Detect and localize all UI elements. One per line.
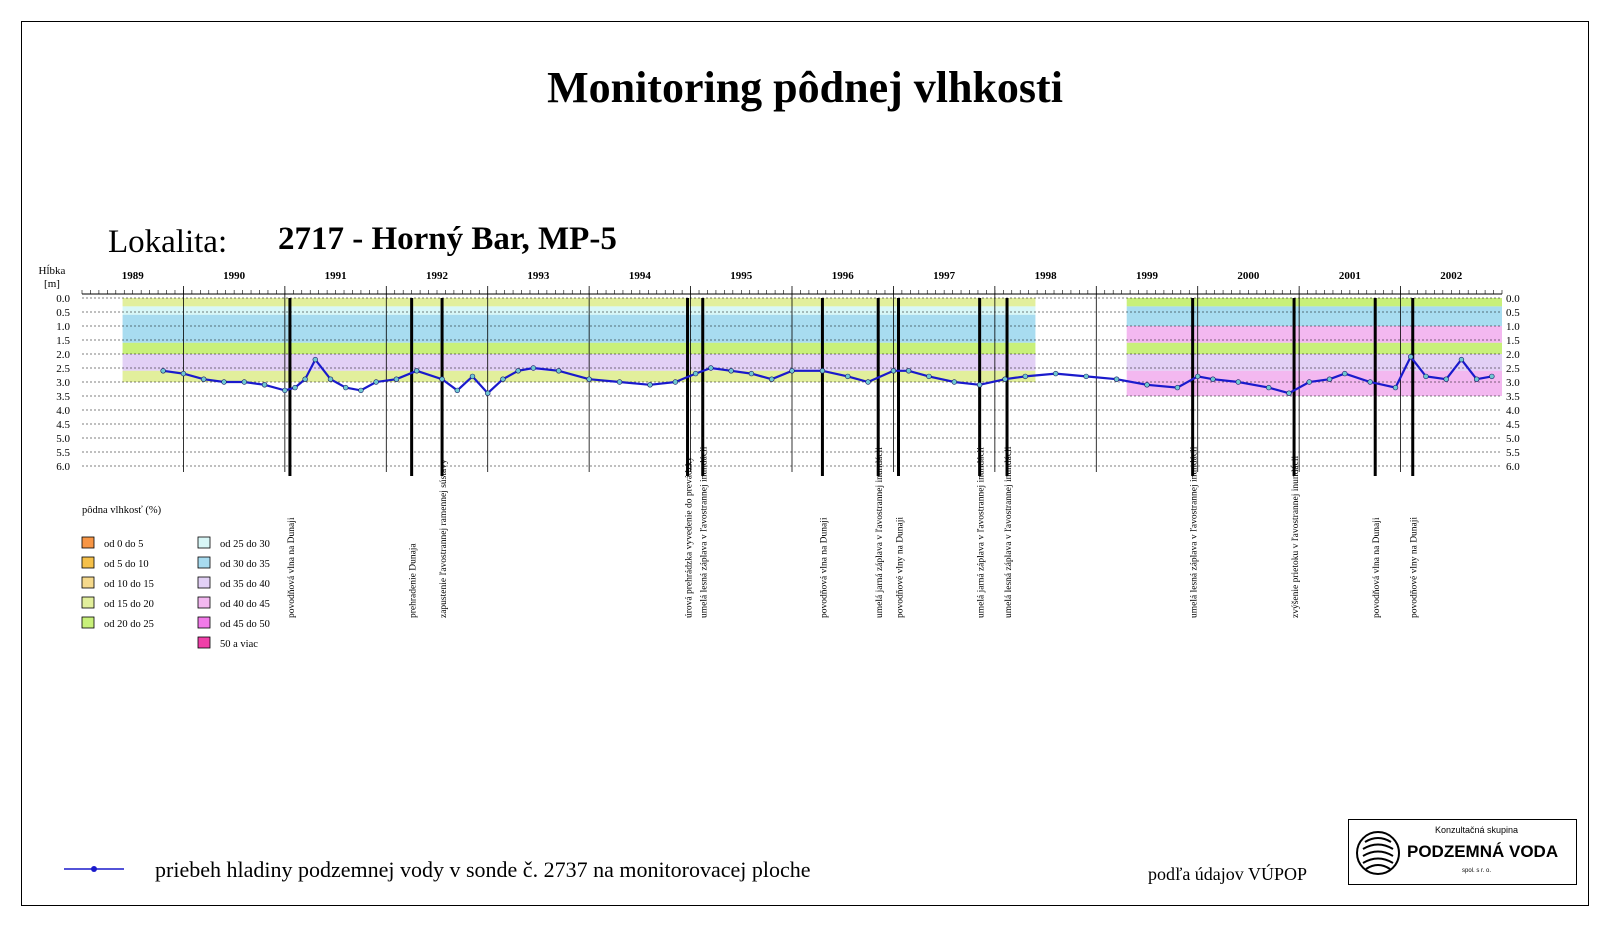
groundwater-point (845, 374, 850, 379)
company-logo (1348, 819, 1577, 885)
logo-mark-icon (1355, 830, 1401, 876)
legend-label: od 5 do 10 (104, 559, 149, 570)
groundwater-point (866, 380, 871, 385)
legend-swatch (82, 577, 94, 588)
groundwater-point (516, 368, 521, 373)
groundwater-point (927, 374, 932, 379)
x-tick-label: 1996 (831, 270, 854, 282)
groundwater-point (977, 382, 982, 387)
groundwater-legend-line (64, 862, 124, 876)
y-tick-label-left: 4.5 (56, 419, 70, 431)
logo-top-text: Konzultačná skupina (1435, 825, 1519, 835)
groundwater-point (556, 368, 561, 373)
legend-label: od 40 do 45 (220, 599, 270, 610)
groundwater-point (749, 371, 754, 376)
groundwater-point (1175, 385, 1180, 390)
legend-label: od 35 do 40 (220, 579, 270, 590)
groundwater-point (242, 380, 247, 385)
y-tick-label-left: 1.5 (56, 335, 70, 347)
groundwater-point (313, 357, 318, 362)
x-tick-label: 2000 (1237, 270, 1260, 282)
event-label: zvýšenie prietoku v ľavostrannej inundácii (1291, 455, 1302, 618)
groundwater-point (455, 388, 460, 393)
moisture-band (1127, 306, 1502, 326)
groundwater-point (201, 377, 206, 382)
y-tick-label-right: 3.5 (1506, 391, 1520, 403)
x-tick-label: 1994 (628, 270, 651, 282)
groundwater-series-label: priebeh hladiny podzemnej vody v sonde č. 2737 na monitorovacej ploche (155, 857, 811, 882)
legend-label: od 10 do 15 (104, 579, 154, 590)
moisture-band (1127, 343, 1502, 354)
event-label: povodňová vlna na Dunaji (819, 517, 830, 618)
groundwater-point (1424, 374, 1429, 379)
groundwater-point (293, 385, 298, 390)
groundwater-point (1368, 380, 1373, 385)
groundwater-point (262, 382, 267, 387)
groundwater-point (1444, 377, 1449, 382)
legend-label: od 20 do 25 (104, 619, 154, 630)
y-tick-label-left: 5.5 (56, 447, 70, 459)
groundwater-point (790, 368, 795, 373)
legend-swatch (198, 637, 210, 648)
event-label: umelá jarná záplava v ľavostrannej inundácii (976, 447, 987, 618)
x-tick-label: 1991 (324, 270, 347, 282)
legend-label: 50 a viac (220, 639, 258, 650)
y-tick-label-left: 0.0 (56, 293, 70, 305)
groundwater-point (1195, 374, 1200, 379)
event-label: umelá lesná záplava v ľavostrannej inundácii (1189, 446, 1200, 618)
groundwater-point (1023, 374, 1028, 379)
legend-label: od 0 do 5 (104, 539, 144, 550)
y-axis-label: Hĺbka (38, 265, 66, 277)
x-tick-label: 1997 (933, 270, 956, 282)
y-tick-label-right: 0.0 (1506, 293, 1520, 305)
groundwater-point (1474, 377, 1479, 382)
groundwater-point (328, 377, 333, 382)
groundwater-point (303, 377, 308, 382)
event-label: umelá lesná záplava v ľavostrannej inundácii (1004, 446, 1015, 618)
groundwater-point (343, 385, 348, 390)
groundwater-point (1003, 377, 1008, 382)
x-tick-label: 1995 (730, 270, 753, 282)
groundwater-point (394, 377, 399, 382)
legend-label: od 15 do 20 (104, 599, 154, 610)
x-tick-label: 1998 (1034, 270, 1057, 282)
y-tick-label-right: 2.5 (1506, 363, 1520, 375)
y-tick-label-left: 3.5 (56, 391, 70, 403)
y-tick-label-right: 0.5 (1506, 307, 1520, 319)
y-axis-unit: [m] (44, 278, 60, 290)
groundwater-point (181, 371, 186, 376)
groundwater-point (282, 388, 287, 393)
groundwater-point (1053, 371, 1058, 376)
groundwater-point (222, 380, 227, 385)
groundwater-point (729, 368, 734, 373)
groundwater-point (1342, 371, 1347, 376)
y-tick-label-right: 5.0 (1506, 433, 1520, 445)
groundwater-point (501, 377, 506, 382)
legend-swatch (198, 577, 210, 588)
y-tick-label-left: 4.0 (56, 405, 70, 417)
groundwater-point (906, 368, 911, 373)
groundwater-point (891, 368, 896, 373)
y-tick-label-right: 2.0 (1506, 349, 1520, 361)
x-tick-label: 1992 (426, 270, 448, 282)
event-label: povodňová vlna na Dunaji (1372, 517, 1383, 618)
groundwater-point (440, 377, 445, 382)
logo-main-text: PODZEMNÁ VODA (1407, 842, 1559, 861)
legend-swatch (198, 557, 210, 568)
groundwater-point (1287, 391, 1292, 396)
y-tick-label-left: 5.0 (56, 433, 70, 445)
groundwater-point (1266, 385, 1271, 390)
y-tick-label-right: 5.5 (1506, 447, 1520, 459)
groundwater-point (470, 374, 475, 379)
moisture-band (1127, 298, 1502, 306)
y-tick-label-left: 0.5 (56, 307, 70, 319)
locality-label: Lokalita: (108, 224, 228, 260)
y-tick-label-right: 1.5 (1506, 335, 1520, 347)
legend-swatch (198, 597, 210, 608)
logo-sub-text: spol. s r. o. (1462, 868, 1492, 874)
source-note: podľa údajov VÚPOP (1148, 864, 1307, 884)
legend-swatch (82, 537, 94, 548)
groundwater-point (952, 380, 957, 385)
groundwater-point (1236, 380, 1241, 385)
groundwater-point (1145, 382, 1150, 387)
groundwater-point (531, 366, 536, 371)
groundwater-point (1084, 374, 1089, 379)
y-tick-label-left: 3.0 (56, 377, 70, 389)
y-tick-label-right: 4.0 (1506, 405, 1520, 417)
locality-value: 2717 - Horný Bar, MP-5 (278, 221, 617, 257)
x-tick-label: 1990 (223, 270, 246, 282)
y-tick-label-right: 1.0 (1506, 321, 1520, 333)
groundwater-point (693, 371, 698, 376)
x-tick-label: 1993 (527, 270, 550, 282)
y-tick-label-left: 2.0 (56, 349, 70, 361)
y-tick-label-left: 6.0 (56, 461, 70, 473)
groundwater-point (648, 382, 653, 387)
y-tick-label-left: 2.5 (56, 363, 70, 375)
y-tick-label-right: 3.0 (1506, 377, 1520, 389)
event-label: zapustenie ľavostrannej ramennej sústavy (439, 459, 450, 618)
y-tick-label-right: 6.0 (1506, 461, 1520, 473)
groundwater-point (769, 377, 774, 382)
x-tick-label: 1999 (1136, 270, 1158, 282)
legend-label: od 30 do 35 (220, 559, 270, 570)
x-tick-label: 2002 (1440, 270, 1463, 282)
groundwater-point (1211, 377, 1216, 382)
groundwater-point (359, 388, 364, 393)
groundwater-point (374, 380, 379, 385)
event-label: povodňová vlna na Dunaji (286, 517, 297, 618)
legend-swatch (198, 617, 210, 628)
event-label: prehradenie Dunaja (408, 543, 419, 618)
legend-swatch (198, 537, 210, 548)
x-tick-label: 2001 (1338, 270, 1361, 282)
groundwater-point (708, 366, 713, 371)
legend-title: pôdna vlhkosť (%) (82, 505, 162, 516)
x-tick-label: 1989 (121, 270, 144, 282)
groundwater-point (1393, 385, 1398, 390)
groundwater-point (1489, 374, 1494, 379)
event-label: povodňové vlny na Dunaji (1409, 516, 1420, 618)
groundwater-point (587, 377, 592, 382)
legend-swatch (82, 617, 94, 628)
legend-label: od 25 do 30 (220, 539, 270, 550)
groundwater-point (485, 391, 490, 396)
page-title: Monitoring pôdnej vlhkosti (547, 63, 1063, 112)
groundwater-point (673, 380, 678, 385)
legend-swatch (82, 557, 94, 568)
y-tick-label-right: 4.5 (1506, 419, 1520, 431)
y-tick-label-left: 1.0 (56, 321, 70, 333)
groundwater-point (1459, 357, 1464, 362)
groundwater-point (161, 368, 166, 373)
groundwater-point (414, 368, 419, 373)
groundwater-point (1307, 380, 1312, 385)
legend-label: od 45 do 50 (220, 619, 270, 630)
groundwater-point (617, 380, 622, 385)
groundwater-point (1327, 377, 1332, 382)
groundwater-point (1114, 377, 1119, 382)
event-label: úrová prehrádzka vyvedenie do prevádzky (684, 456, 695, 618)
event-label: povodňové vlny na Dunaji (895, 516, 906, 618)
groundwater-point (1408, 354, 1413, 359)
event-label: umelá jarná záplava v ľavostrannej inundácii (875, 447, 886, 618)
groundwater-point (820, 368, 825, 373)
legend-swatch (82, 597, 94, 608)
event-label: umelá lesná záplava v ľavostrannej inundácii (699, 446, 710, 618)
